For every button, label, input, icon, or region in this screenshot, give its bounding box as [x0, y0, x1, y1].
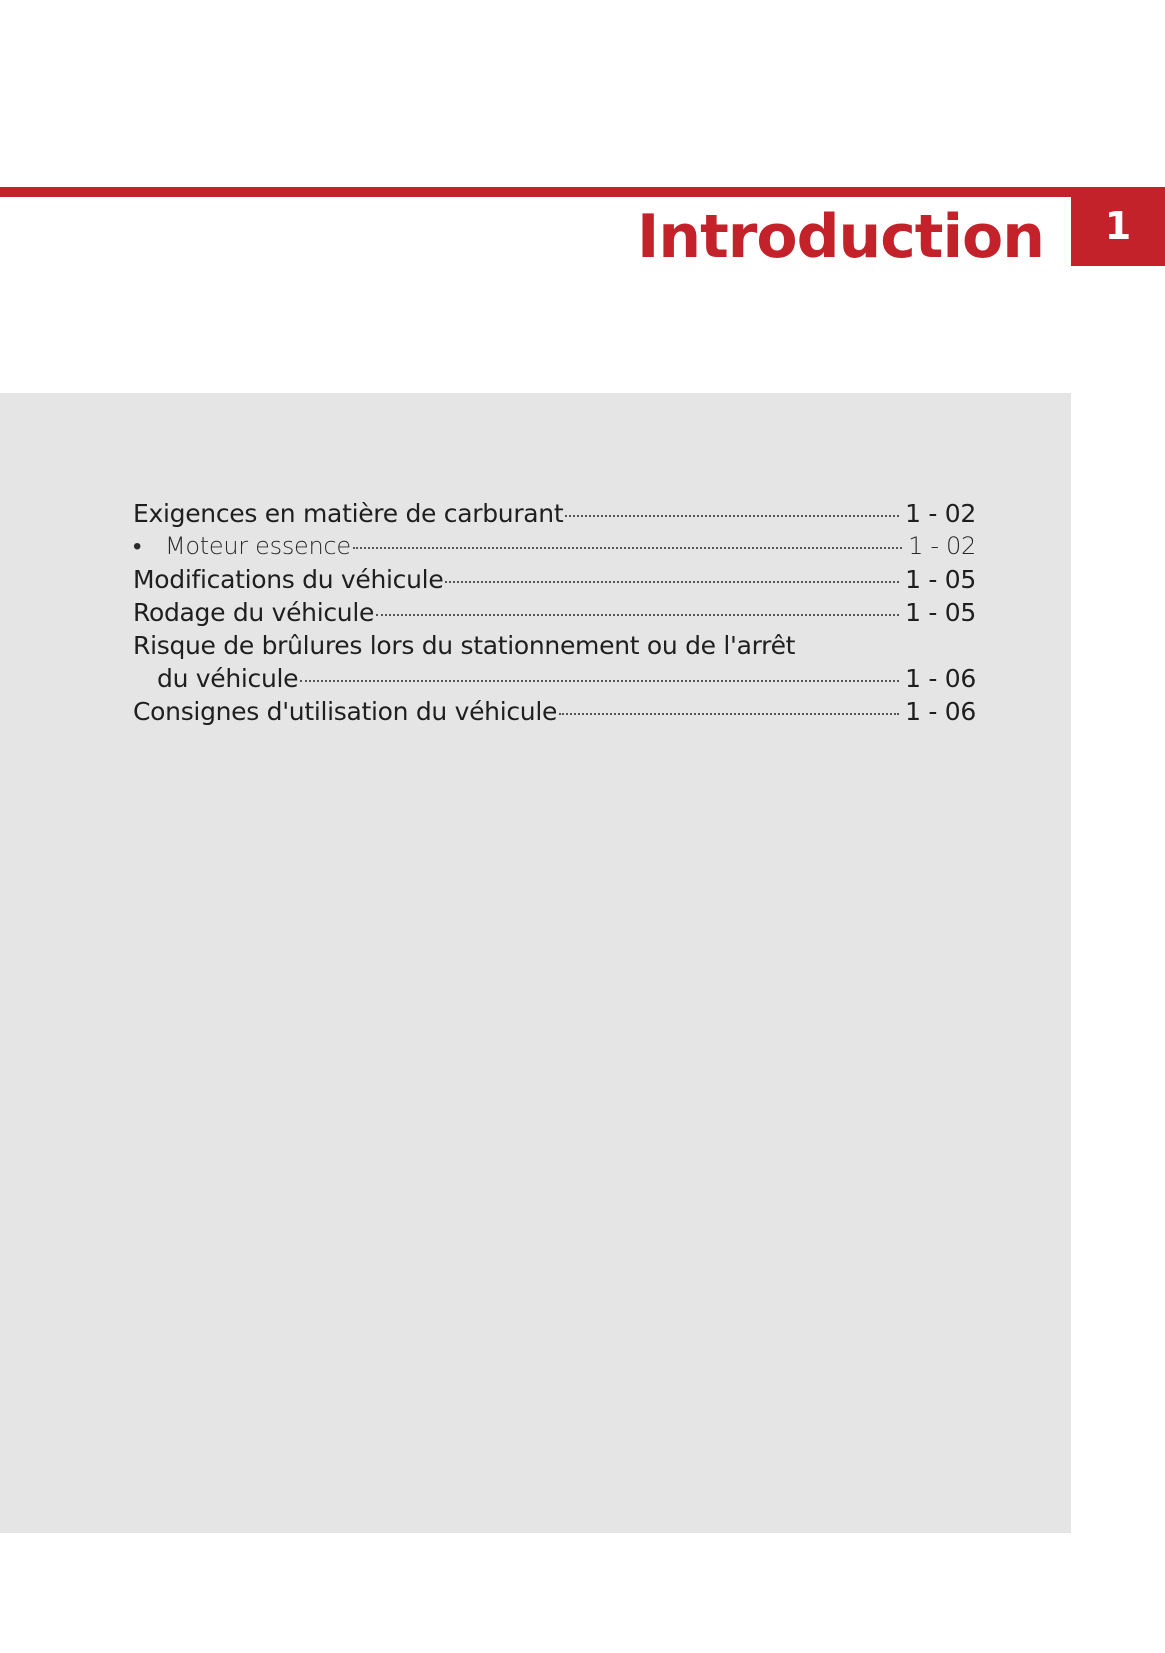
toc-entry-label: Exigences en matière de carburant	[133, 499, 564, 528]
dot-leader	[559, 713, 899, 715]
toc-subentry[interactable]	[133, 530, 976, 563]
toc-entry-page: 1 - 06	[905, 697, 976, 726]
toc-entry-label: Modifications du véhicule	[133, 565, 444, 594]
toc-entry-continuation[interactable]	[133, 662, 976, 695]
toc-entry-label: Rodage du véhicule	[133, 598, 375, 627]
toc-entry-page: 1 - 06	[905, 664, 976, 693]
dot-leader	[353, 547, 902, 549]
toc-entry[interactable]	[133, 695, 976, 728]
dot-leader	[445, 581, 899, 583]
bullet-icon: •	[133, 532, 142, 560]
toc-entry-label: Consignes d'utilisation du véhicule	[133, 697, 558, 726]
toc-entry-label: Risque de brûlures lors du stationnement ou de l'arrêt	[133, 631, 796, 660]
toc-entry[interactable]	[133, 563, 976, 596]
chapter-header-rule	[0, 187, 1165, 197]
toc-entry[interactable]	[133, 497, 976, 530]
toc-entry-first-line[interactable]	[133, 629, 976, 662]
toc-entry-label: du véhicule	[157, 664, 299, 693]
toc-entry[interactable]	[133, 596, 976, 629]
chapter-number-tab: 1	[1071, 187, 1165, 266]
chapter-title: Introduction	[637, 202, 1044, 272]
table-of-contents	[133, 497, 976, 728]
toc-entry-page: 1 - 02	[905, 499, 976, 528]
toc-entry-page: 1 - 05	[905, 565, 976, 594]
toc-entry-page: 1 - 05	[905, 598, 976, 627]
dot-leader	[300, 680, 899, 682]
dot-leader	[376, 614, 899, 616]
dot-leader	[565, 515, 899, 517]
toc-entry-page: 1 - 02	[908, 532, 976, 560]
toc-entry-label: Moteur essence	[165, 532, 351, 560]
